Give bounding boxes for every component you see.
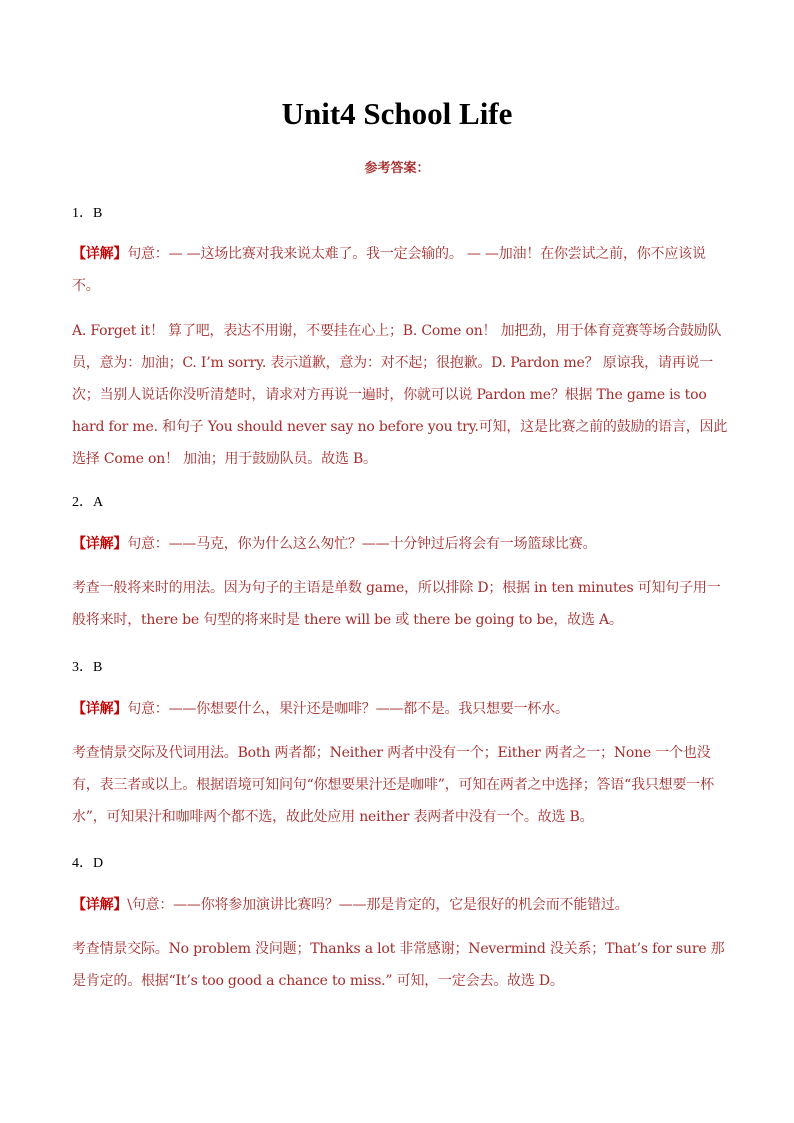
- question-3-explanation: 考查情景交际及代词用法。Both 两者都；Neither 两者中没有一个；Either 两者之一；None 一个也没有，表三者或以上。根据语境可知问句“你想要果汁还是咖啡”，可知在两者之中选择；答语“我只想要一杯水”，可知果汁和咖啡两个都不选，故此处应用 neither 表两者中没有一个。故选 B。: [72, 745, 714, 825]
- question-3-detail: [72, 693, 732, 725]
- page-title: Unit4 School Life: [281, 96, 513, 131]
- question-2-number: 2．A: [72, 495, 104, 510]
- question-1-detail: [72, 238, 732, 302]
- question-1-number: 1．B: [72, 206, 103, 221]
- question-3-number: 3．B: [72, 660, 103, 675]
- question-2-detail: [72, 528, 732, 560]
- question-4-detail: [72, 889, 732, 921]
- question-2-explanation: 考查一般将来时的用法。因为句子的主语是单数 game，所以排除 D；根据 in ten minutes 可知句子用一般将来时，there be 句型的将来时是 there will be 或 there be going to be，故选 A。: [72, 580, 721, 628]
- question-1-detail-text: 句意：— —这场比赛对我来说太难了。我一定会输的。 — —加油！在你尝试之前，你不应该说不。: [72, 246, 706, 294]
- detail-tag: 【详解】: [72, 536, 128, 552]
- question-1-explanation: A. Forget it！ 算了吧，表达不用谢，不要挂在心上；B. Come on！ 加把劲，用于体育竞赛等场合鼓励队员，意为：加油；C. I’m sorry. 表示道歉，意为：对不起；很抱歉。D. Pardon me？ 原谅我，请再说一次；当别人说话你没听清楚时，请求对方再说一遍时，你就可以说 Pardon me？根据 The game is too hard for me. 和句子 You should never say no before you try.可知，这是比赛之前的鼓励的语言，因此选择 Come on！ 加油；用于鼓励队员。故选 B。: [72, 323, 728, 467]
- detail-tag: 【详解】: [72, 897, 128, 913]
- question-4-explanation: 考查情景交际。No problem 没问题；Thanks a lot 非常感谢；Nevermind 没关系；That’s for sure 那是肯定的。根据“It’s too good a chance to miss.” 可知，一定会去。故选 D。: [72, 941, 725, 989]
- question-4-number: 4．D: [72, 856, 104, 871]
- detail-tag: 【详解】: [72, 246, 128, 262]
- question-3-detail-text: 句意：——你想要什么，果汁还是咖啡？——都不是。我只想要一杯水。: [127, 701, 569, 717]
- question-4-detail-text: \句意：——你将参加演讲比赛吗？——那是肯定的，它是很好的机会而不能错过。: [127, 897, 629, 913]
- question-2-detail-text: 句意：——马克，你为什么这么匆忙？——十分钟过后将会有一场篮球比赛。: [127, 536, 597, 552]
- answer-key-heading: 参考答案：: [364, 161, 430, 176]
- detail-tag: 【详解】: [72, 701, 128, 717]
